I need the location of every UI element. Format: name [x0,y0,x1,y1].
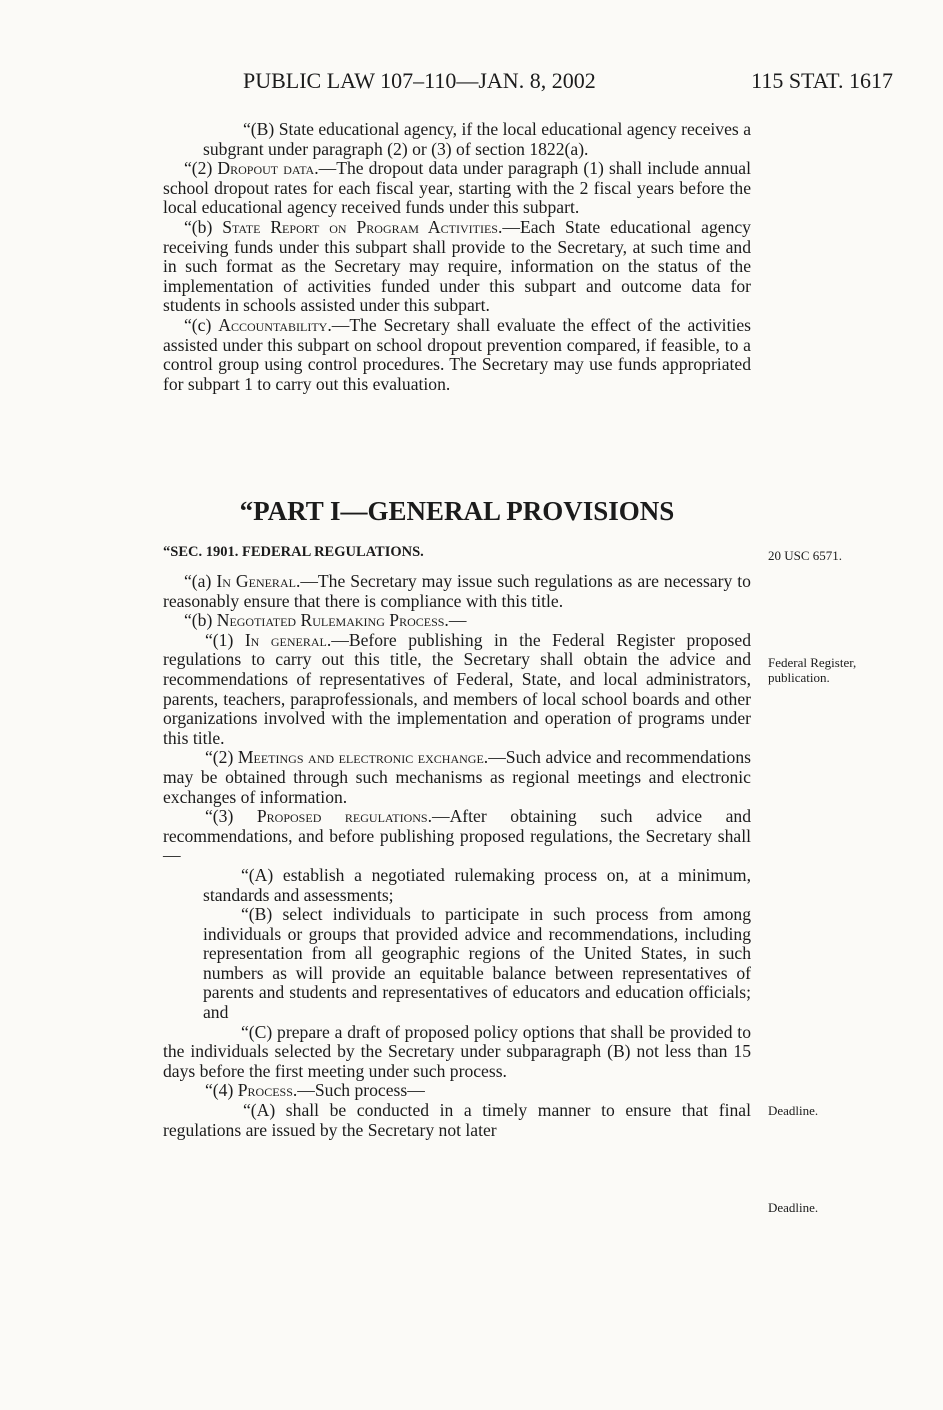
header-stat-page: 115 STAT. 1617 [751,68,893,93]
paragraph-b2-meetings: “(2) Meetings and electronic exchange.—Such advice and recommendations may be obtained through such mechanisms as regional meetings and electronic exchanges of information. [163,747,751,807]
paragraph-b3-proposed-regulations: “(3) Proposed regulations.—After obtaining such advice and recommendations, and before publishing proposed regulations, the Secretary shall— [163,806,751,866]
header-law-citation: PUBLIC LAW 107–110—JAN. 8, 2002 [243,68,596,93]
paragraph-b-negotiated-rulemaking: “(b) Negotiated Rulemaking Process.— [184,610,467,631]
paragraph-b3c: “(C) prepare a draft of proposed policy options that shall be provided to the individuals selected by the Secretary under subparagraph (B) not less than 15 days before the first meeting under such process. [163,1021,751,1081]
paragraph-b3a: “(A) establish a negotiated rulemaking process on, at a minimum, standards and assessments; [203,864,751,905]
paragraph-b1-in-general: “(1) In general.—Before publishing in the Federal Register proposed regulations to carry out this title, the Secretary shall obtain the advice and recommendations of representatives of Federal, State, and local administrators, parents, teachers, paraprofessionals, and members of local school boards and other organizations involved with the implementation and operation of programs under this title. [163,629,752,748]
paragraph-b3b: “(B) select individuals to participate in such process from among individuals or groups that provided advice and recommendations, including representation from all geographic regions of the United States, in such numbers as will provide an equitable balance between representatives of parents and students and representatives of educators and education officials; and [203,904,751,1023]
paragraph-b4-process: “(4) Process.—Such process— [205,1080,425,1101]
paragraph-b-state-agency: “(B) State educational agency, if the local educational agency receives a subgrant under paragraph (2) or (3) of section 1822(a). [203,119,751,159]
margin-note-deadline-2: Deadline. [768,1200,819,1215]
paragraph-state-report: “(b) State Report on Program Activities.—Each State educational agency receiving funds under this subpart shall provide to the Secretary, at such time and in such format as the Secretary may require, information on the status of the implementation of activities funded under this subpart and outcome data for students in schools assisted under this subpart. [163,216,751,316]
paragraph-b4a: “(A) shall be conducted in a timely manner to ensure that final regulations are issued by the Secretary not later [163,1100,751,1140]
margin-note-usc: 20 USC 6571. [768,548,843,563]
margin-note-federal-register: Federal Register, publication. [768,655,857,685]
margin-note-deadline-1: Deadline. [768,1103,819,1118]
running-header [243,68,893,94]
paragraph-accountability: “(c) Accountability.—The Secretary shall evaluate the effect of the activities assisted under this subpart on school dropout prevention compared, if feasible, to a control group using control procedures. The Secretary may use funds appropriated for subpart 1 to carry out this evaluation. [163,314,752,394]
paragraph-dropout-data: “(2) Dropout data.—The dropout data under paragraph (1) shall include annual school dropout rates for each fiscal year, starting with the 2 fiscal years before the local educational agency received funds under this subpart. [163,158,751,218]
section-heading: “SEC. 1901. FEDERAL REGULATIONS. [163,544,424,560]
part-title: “PART I—GENERAL PROVISIONS [239,496,675,526]
top-text-block [163,120,751,394]
paragraph-a-in-general: “(a) In General.—The Secretary may issue such regulations as are necessary to reasonably ensure that there is compliance with this title. [163,571,751,611]
section-text-block [163,572,751,1140]
